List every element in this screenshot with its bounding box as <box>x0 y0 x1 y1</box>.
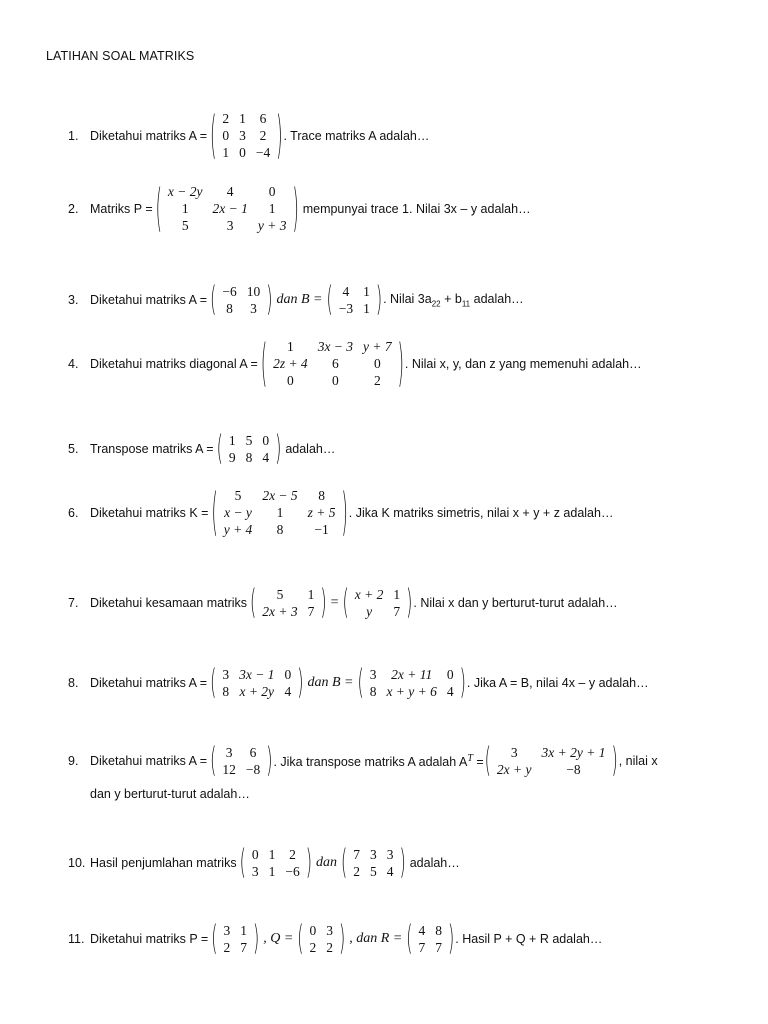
matrix-cell: 10 <box>246 284 261 299</box>
equals-sign: = <box>330 595 339 610</box>
matrix-row <box>305 922 339 939</box>
left-paren: ( <box>326 278 333 320</box>
question-7 <box>68 581 618 623</box>
question-1 <box>68 103 430 165</box>
question-text-end: , nilai x <box>618 754 658 768</box>
right-paren: ) <box>275 427 282 469</box>
matrix-row <box>217 300 265 317</box>
matrix-cell: 2x + y <box>496 762 532 777</box>
question-text: Transpose matriks A = <box>90 442 214 456</box>
matrix-cell: 12 <box>222 762 236 777</box>
matrix-cell: 7 <box>435 940 443 955</box>
matrix-cell: 2 <box>223 940 231 955</box>
right-paren: ) <box>406 581 413 623</box>
matrix-cell: 7 <box>393 604 401 619</box>
matrix-cell: 2 <box>373 373 381 388</box>
question-number: 11. <box>68 932 85 946</box>
question-9 <box>68 739 658 781</box>
matrix-cell: 3 <box>369 667 377 682</box>
matrix-cell: 2x + 11 <box>391 667 433 682</box>
right-paren: ) <box>339 917 346 959</box>
question-text: Diketahui matriks diagonal A = <box>90 356 258 371</box>
left-paren: ( <box>211 480 218 542</box>
question-2 <box>68 176 531 238</box>
matrix-cell: 0 <box>251 847 259 862</box>
matrix-cell: 6 <box>331 356 339 371</box>
question-number: 1. <box>68 128 79 143</box>
matrix-row <box>217 127 275 144</box>
matrix-cell: 3x − 1 <box>239 667 275 682</box>
matrix-row <box>257 603 319 620</box>
matrix-row <box>163 200 292 217</box>
matrix-cell: 2x + 3 <box>262 604 298 619</box>
matrix-cell: 2x − 1 <box>212 201 248 216</box>
question-number: 10. <box>68 856 86 870</box>
right-paren: ) <box>611 739 618 781</box>
question-3 <box>68 278 524 320</box>
question-text-end: . Jika A = B, nilai 4x – y adalah… <box>466 676 649 690</box>
matrix-cell: 4 <box>446 684 454 699</box>
matrix-row <box>365 683 459 700</box>
matrix-cell: 3 <box>225 745 233 760</box>
matrix-cell: 2 <box>353 864 360 879</box>
matrix-cell: 4 <box>262 450 270 465</box>
matrix-k <box>211 480 348 542</box>
matrix-row <box>224 449 274 466</box>
matrix-row <box>219 487 341 504</box>
matrix-cell: 3 <box>226 218 234 233</box>
left-paren: ( <box>342 581 349 623</box>
matrix-cell: 1 <box>181 201 189 216</box>
right-paren: ) <box>266 278 273 320</box>
question-text-end: . Nilai x, y, dan z yang memenuhi adalah… <box>404 356 642 371</box>
matrix-cell: y <box>366 604 373 619</box>
question-9-continuation: dan y berturut-turut adalah… <box>90 787 250 801</box>
matrix-cell: 8 <box>276 522 284 537</box>
matrix-a <box>210 661 304 703</box>
matrix-cell: 8 <box>435 923 443 938</box>
matrix-cell: 8 <box>369 684 377 699</box>
matrix-cell: x + y + 6 <box>386 684 437 699</box>
question-text-end: mempunyai trace 1. Nilai 3x – y adalah… <box>302 201 531 216</box>
question-text: Matriks P = <box>90 201 153 216</box>
worksheet-title: LATIHAN SOAL MATRIKS <box>46 49 195 63</box>
connector-text: dan B = <box>307 675 354 690</box>
question-10 <box>68 841 460 883</box>
matrix-entries <box>163 183 292 234</box>
matrix-row <box>305 939 339 956</box>
matrix-cell: 1 <box>222 145 230 160</box>
matrix-cell: 2z + 4 <box>273 356 308 371</box>
question-text: Diketahui kesamaan matriks <box>90 596 248 610</box>
matrix-a <box>216 427 282 469</box>
matrix-entries <box>305 922 339 956</box>
matrix-a <box>260 331 404 393</box>
matrix-cell: 6 <box>259 111 267 126</box>
matrix-row <box>348 863 398 880</box>
right-paren: ) <box>266 739 273 781</box>
matrix-cell: 0 <box>222 128 230 143</box>
question-6 <box>68 480 614 542</box>
matrix-cell: 1 <box>276 505 284 520</box>
matrix-b <box>357 661 466 703</box>
matrix-transpose <box>484 739 618 781</box>
left-paren: ( <box>260 331 268 393</box>
right-paren: ) <box>292 176 299 238</box>
left-paren: ( <box>210 278 217 320</box>
matrix-cell: 3 <box>326 923 334 938</box>
question-5 <box>68 427 336 469</box>
question-text: Diketahui matriks K = <box>90 505 209 520</box>
matrix-cell: 1 <box>240 923 247 938</box>
matrix-entries <box>414 922 448 956</box>
matrix-cell: 0 <box>446 667 454 682</box>
question-text-end: adalah… <box>285 442 336 456</box>
matrix-cell: 5 <box>276 587 284 602</box>
left-paren: ( <box>340 841 348 883</box>
matrix-cell: x − y <box>224 505 252 520</box>
matrix-cell: 7 <box>418 940 426 955</box>
question-number: 2. <box>68 201 79 216</box>
matrix-row <box>217 683 296 700</box>
matrix-entries <box>350 586 405 620</box>
question-11 <box>68 917 603 959</box>
matrix-cell: 5 <box>234 488 242 503</box>
matrix-cell: 1 <box>287 339 294 354</box>
matrix-right <box>342 581 413 623</box>
question-number: 3. <box>68 293 79 307</box>
matrix-entries <box>365 666 459 700</box>
matrix-p <box>211 917 260 959</box>
matrix-cell: 3 <box>510 745 518 760</box>
matrix-cell: 2 <box>259 128 267 143</box>
matrix-cell: 3x − 3 <box>317 339 354 354</box>
matrix-cell: 7 <box>240 940 247 955</box>
connector-text: dan <box>315 855 337 870</box>
matrix-entries <box>247 846 305 880</box>
matrix-entries <box>257 586 319 620</box>
matrix-entries <box>492 744 611 778</box>
matrix-row <box>268 338 397 355</box>
matrix-cell: −8 <box>245 762 261 777</box>
matrix-entries <box>268 338 397 389</box>
question-text-end: . Nilai x dan y berturut-turut adalah… <box>413 596 618 610</box>
matrix-row <box>268 355 397 372</box>
matrix-entries <box>217 666 296 700</box>
matrix-cell: 2 <box>222 111 230 126</box>
matrix-cell: 4 <box>226 184 234 199</box>
matrix-cell: −6 <box>285 864 300 879</box>
matrix-cell: x − 2y <box>167 184 203 199</box>
left-paren: ( <box>250 581 257 623</box>
matrix-cell: 0 <box>309 923 317 938</box>
matrix-cell: 3x + 2y + 1 <box>541 745 606 760</box>
right-paren: ) <box>397 331 404 393</box>
matrix-cell: 1 <box>363 301 370 316</box>
matrix-cell: 2 <box>326 940 334 955</box>
matrix-cell: 1 <box>268 864 276 879</box>
matrix-entries <box>219 487 341 538</box>
matrix-row <box>492 744 611 761</box>
left-paren: ( <box>239 841 246 883</box>
left-paren: ( <box>484 739 491 781</box>
left-paren: ( <box>297 917 304 959</box>
matrix-cell: 3 <box>223 923 231 938</box>
matrix-cell: 0 <box>373 356 381 371</box>
question-text-end: . Trace matriks A adalah… <box>283 128 430 143</box>
matrix-cell: 7 <box>307 604 315 619</box>
matrix-cell: y + 7 <box>363 339 392 354</box>
left-paren: ( <box>216 427 223 469</box>
matrix-cell: 3 <box>369 847 377 862</box>
matrix-cell: 1 <box>268 201 276 216</box>
right-paren: ) <box>375 278 383 320</box>
matrix-cell: 4 <box>386 864 394 879</box>
question-text: Diketahui matriks A = <box>90 676 208 690</box>
matrix-row <box>414 922 448 939</box>
left-paren: ( <box>406 917 413 959</box>
matrix-cell: 0 <box>331 373 339 388</box>
left-paren: ( <box>210 661 217 703</box>
matrix-cell: 1 <box>393 587 401 602</box>
left-paren: ( <box>211 917 218 959</box>
matrix-cell: 3 <box>386 847 394 862</box>
connector-text: dan B = <box>276 292 323 307</box>
matrix-row <box>218 922 252 939</box>
matrix-second <box>340 841 406 883</box>
matrix-cell: 0 <box>287 373 294 388</box>
matrix-r <box>406 917 455 959</box>
matrix-cell: 5 <box>369 864 377 879</box>
right-paren: ) <box>252 917 260 959</box>
matrix-row <box>365 666 459 683</box>
question-text-end: adalah… <box>409 856 460 870</box>
matrix-q <box>297 917 346 959</box>
matrix-cell: 5 <box>181 218 189 233</box>
right-paren: ) <box>459 661 466 703</box>
matrix-cell: y + 3 <box>257 218 287 233</box>
question-number: 4. <box>68 356 79 371</box>
matrix-cell: 2 <box>309 940 317 955</box>
matrix-row <box>350 603 405 620</box>
matrix-cell: 6 <box>249 745 257 760</box>
matrix-row <box>219 504 341 521</box>
matrix-a <box>210 103 283 165</box>
connector-text: , dan R = <box>349 931 403 946</box>
matrix-b <box>326 278 383 320</box>
matrix-cell: 1 <box>228 433 236 448</box>
matrix-a <box>210 278 273 320</box>
matrix-cell: 9 <box>228 450 236 465</box>
right-paren: ) <box>448 917 455 959</box>
matrix-cell: 4 <box>418 923 426 938</box>
matrix-row <box>219 521 341 538</box>
matrix-row <box>217 744 265 761</box>
question-text-end: . Jika K matriks simetris, nilai x + y + z adalah… <box>348 505 614 520</box>
question-text-end: . Nilai $3a_{22} + b_{11}$ adalah… <box>383 291 524 309</box>
right-paren: ) <box>320 581 327 623</box>
left-paren: ( <box>357 661 364 703</box>
matrix-row <box>334 283 375 300</box>
matrix-cell: 1 <box>268 847 276 862</box>
matrix-cell: 8 <box>222 684 230 699</box>
right-paren: ) <box>276 103 283 165</box>
question-text: Diketahui matriks A = <box>90 754 208 768</box>
matrix-cell: 3 <box>251 864 259 879</box>
matrix-row <box>217 283 265 300</box>
matrix-entries <box>348 846 398 880</box>
matrix-cell: 0 <box>284 667 292 682</box>
matrix-cell: 7 <box>353 847 360 862</box>
question-number: 8. <box>68 676 79 690</box>
left-paren: ( <box>155 176 162 238</box>
matrix-row <box>217 144 275 161</box>
matrix-row <box>348 846 398 863</box>
matrix-entries <box>218 922 252 956</box>
matrix-cell: x + 2y <box>239 684 275 699</box>
matrix-row <box>350 586 405 603</box>
matrix-cell: 2 <box>289 847 296 862</box>
matrix-cell: y + 4 <box>223 522 253 537</box>
right-paren: ) <box>297 661 304 703</box>
matrix-cell: 8 <box>245 450 253 465</box>
question-number: 9. <box>68 754 79 768</box>
matrix-row <box>217 110 275 127</box>
left-paren: ( <box>210 103 217 165</box>
matrix-cell: −6 <box>222 284 237 299</box>
matrix-p <box>155 176 299 238</box>
question-number: 5. <box>68 442 79 456</box>
question-text: Hasil penjumlahan matriks <box>90 856 237 870</box>
question-text: Diketahui matriks P = <box>90 932 209 946</box>
matrix-row <box>163 183 292 200</box>
question-text: Diketahui matriks A = <box>90 128 208 143</box>
matrix-row <box>257 586 319 603</box>
matrix-cell: −8 <box>566 762 581 777</box>
matrix-row <box>247 863 305 880</box>
right-paren: ) <box>399 841 406 883</box>
matrix-row <box>492 761 611 778</box>
matrix-cell: z + 5 <box>307 505 336 520</box>
matrix-row <box>218 939 252 956</box>
matrix-cell: 1 <box>239 111 246 126</box>
matrix-row <box>224 432 274 449</box>
matrix-cell: 1 <box>363 284 370 299</box>
matrix-row <box>414 939 448 956</box>
matrix-first <box>239 841 312 883</box>
question-text-mid: . Jika transpose matriks A adalah $A^T$ = <box>273 752 484 770</box>
matrix-cell: 1 <box>307 587 315 602</box>
matrix-cell: −1 <box>314 522 329 537</box>
connector-text: , Q = <box>263 931 294 946</box>
matrix-cell: x + 2 <box>354 587 384 602</box>
matrix-cell: 3 <box>239 128 246 143</box>
matrix-cell: 3 <box>250 301 257 316</box>
question-text-end: . Hasil P + Q + R adalah… <box>455 932 603 946</box>
matrix-entries <box>224 432 274 466</box>
matrix-row <box>247 846 305 863</box>
left-paren: ( <box>210 739 217 781</box>
matrix-cell: 8 <box>226 301 233 316</box>
question-8 <box>68 661 649 703</box>
matrix-cell: 5 <box>245 433 253 448</box>
question-number: 6. <box>68 505 79 520</box>
matrix-cell: −4 <box>255 145 271 160</box>
matrix-cell: 0 <box>239 145 246 160</box>
matrix-entries <box>217 110 275 161</box>
matrix-row <box>217 761 265 778</box>
matrix-cell: 3 <box>222 667 230 682</box>
matrix-row <box>217 666 296 683</box>
matrix-entries <box>217 744 265 778</box>
matrix-row <box>163 217 292 234</box>
question-text: Diketahui matriks A = <box>90 293 208 307</box>
matrix-cell: 8 <box>318 488 325 503</box>
matrix-cell: 4 <box>342 284 350 299</box>
matrix-left <box>250 581 327 623</box>
matrix-entries <box>217 283 265 317</box>
matrix-row <box>268 372 397 389</box>
matrix-cell: −3 <box>338 301 354 316</box>
right-paren: ) <box>305 841 312 883</box>
right-paren: ) <box>341 480 348 542</box>
matrix-cell: 0 <box>262 433 270 448</box>
question-number: 7. <box>68 596 79 610</box>
matrix-cell: 4 <box>284 684 292 699</box>
matrix-row <box>334 300 375 317</box>
matrix-cell: 2x − 5 <box>262 488 298 503</box>
question-4 <box>68 331 642 393</box>
matrix-entries <box>334 283 375 317</box>
matrix-cell: 0 <box>268 184 276 199</box>
matrix-a <box>210 739 273 781</box>
